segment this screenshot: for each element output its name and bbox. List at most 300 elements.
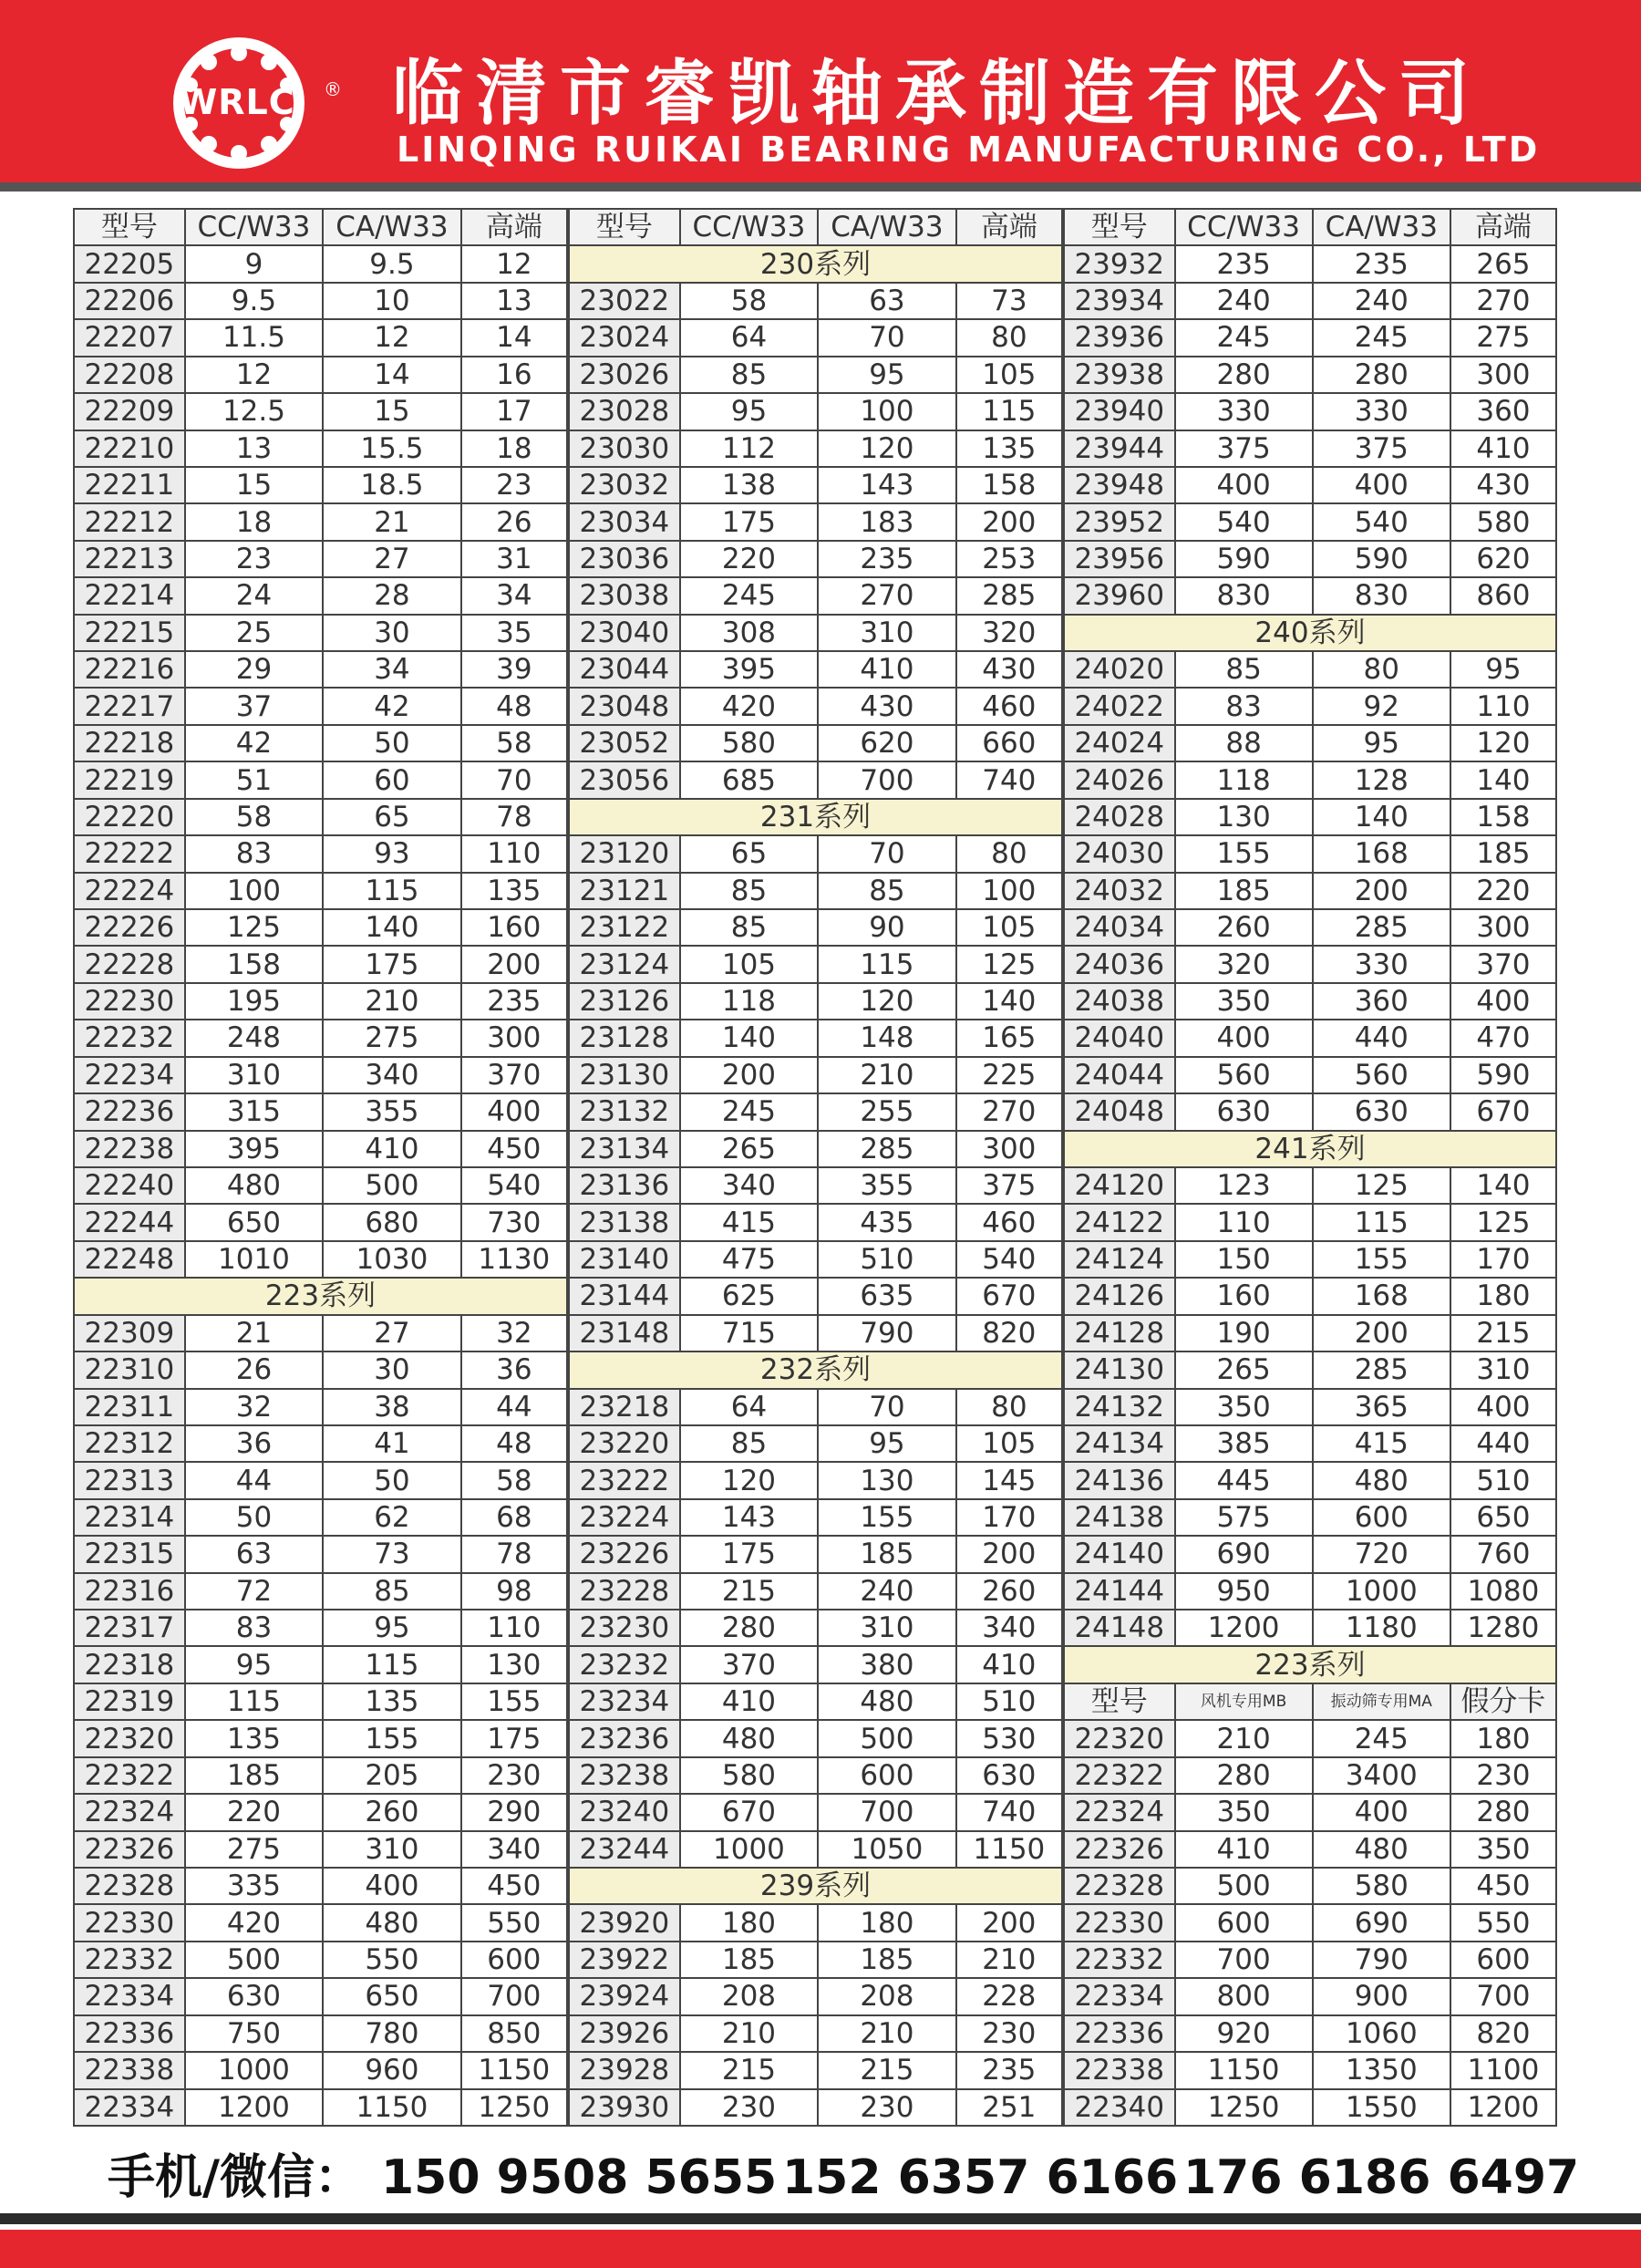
table-row [1064, 430, 1556, 467]
value-cell: 148 [818, 1020, 955, 1056]
value-cell: 230 [680, 2089, 818, 2126]
model-cell: 24048 [1064, 1093, 1175, 1130]
table-row [569, 835, 1062, 872]
value-cell: 235 [956, 2052, 1062, 2088]
value-cell: 630 [1313, 1093, 1450, 1130]
value-cell: 960 [323, 2052, 460, 2088]
value-cell: 440 [1450, 1425, 1556, 1462]
value-cell: 120 [1450, 725, 1556, 761]
value-cell: 115 [323, 1646, 460, 1683]
header-divider [0, 182, 1641, 192]
value-cell: 375 [956, 1167, 1062, 1204]
table-row [1064, 983, 1556, 1020]
value-cell: 240 [1313, 283, 1450, 319]
value-cell: 275 [185, 1831, 323, 1868]
value-cell: 650 [323, 1978, 460, 2014]
value-cell: 280 [680, 1610, 818, 1646]
value-cell: 260 [956, 1573, 1062, 1610]
value-cell: 830 [1313, 577, 1450, 614]
value-cell: 410 [956, 1646, 1062, 1683]
value-cell: 1150 [1175, 2052, 1313, 2088]
value-cell: 300 [1450, 909, 1556, 946]
table-row [569, 1610, 1062, 1646]
value-cell: 9.5 [323, 245, 460, 282]
value-cell: 1150 [461, 2052, 567, 2088]
value-cell: 410 [680, 1683, 818, 1720]
value-cell: 760 [1450, 1536, 1556, 1572]
column-header: 高端 [1450, 209, 1556, 245]
value-cell: 230 [1450, 1757, 1556, 1794]
value-cell: 420 [185, 1904, 323, 1941]
value-cell: 95 [818, 1425, 955, 1462]
table-row [74, 283, 567, 319]
value-cell: 320 [1175, 946, 1313, 982]
table-row [569, 1904, 1062, 1941]
table-row [569, 1057, 1062, 1093]
phone-number: 176 6186 6497 [1183, 2150, 1580, 2205]
value-cell: 435 [818, 1204, 955, 1240]
value-cell: 330 [1175, 393, 1313, 430]
model-cell: 22317 [74, 1610, 185, 1646]
value-cell: 245 [1313, 319, 1450, 356]
model-cell: 23960 [1064, 577, 1175, 614]
value-cell: 350 [1175, 1794, 1313, 1830]
value-cell: 85 [323, 1573, 460, 1610]
footer-banner [0, 2230, 1641, 2268]
value-cell: 135 [185, 1720, 323, 1756]
value-cell: 215 [818, 2052, 955, 2088]
value-cell: 335 [185, 1868, 323, 1904]
table-row [74, 503, 567, 540]
model-cell: 22230 [74, 983, 185, 1020]
model-cell: 23940 [1064, 393, 1175, 430]
value-cell: 105 [956, 1425, 1062, 1462]
table-row [569, 1389, 1062, 1425]
table-row [74, 430, 567, 467]
value-cell: 400 [461, 1093, 567, 1130]
value-cell: 340 [461, 1831, 567, 1868]
model-cell: 22328 [1064, 1868, 1175, 1904]
value-cell: 15 [185, 467, 323, 503]
value-cell: 1150 [323, 2089, 460, 2126]
value-cell: 60 [323, 761, 460, 798]
value-cell: 1060 [1313, 2015, 1450, 2052]
value-cell: 200 [461, 946, 567, 982]
model-cell: 23124 [569, 946, 680, 982]
value-cell: 280 [1450, 1794, 1556, 1830]
model-cell: 22240 [74, 1167, 185, 1204]
value-cell: 900 [1313, 1978, 1450, 2014]
value-cell: 32 [185, 1389, 323, 1425]
column-header: CA/W33 [818, 209, 955, 245]
footer-divider [0, 2213, 1641, 2224]
value-cell: 93 [323, 835, 460, 872]
value-cell: 140 [1450, 761, 1556, 798]
value-cell: 360 [1313, 983, 1450, 1020]
value-cell: 72 [185, 1573, 323, 1610]
value-cell: 130 [461, 1646, 567, 1683]
table-subheader-row [1064, 1683, 1556, 1720]
model-cell: 23130 [569, 1057, 680, 1093]
table-row [1064, 1978, 1556, 2014]
value-cell: 58 [185, 799, 323, 835]
table-row [1064, 1720, 1556, 1756]
value-cell: 70 [461, 761, 567, 798]
value-cell: 580 [1450, 503, 1556, 540]
contact-line [108, 2139, 1580, 2207]
value-cell: 110 [461, 835, 567, 872]
model-cell: 22224 [74, 873, 185, 909]
table-row [1064, 1573, 1556, 1610]
value-cell: 750 [185, 2015, 323, 2052]
model-cell: 22320 [1064, 1720, 1175, 1756]
table-row [74, 1315, 567, 1351]
table-row [569, 1020, 1062, 1056]
value-cell: 245 [1313, 1720, 1450, 1756]
value-cell: 460 [956, 1204, 1062, 1240]
model-cell: 23034 [569, 503, 680, 540]
value-cell: 160 [461, 909, 567, 946]
value-cell: 80 [956, 319, 1062, 356]
series-label: 231系列 [569, 799, 1062, 835]
value-cell: 255 [818, 1093, 955, 1130]
value-cell: 180 [1450, 1720, 1556, 1756]
value-cell: 12 [461, 245, 567, 282]
value-cell: 500 [818, 1720, 955, 1756]
table-row [1064, 761, 1556, 798]
value-cell: 143 [818, 467, 955, 503]
model-cell: 22319 [74, 1683, 185, 1720]
table-22x-series [73, 208, 568, 2127]
table-row [74, 1757, 567, 1794]
table-row [1064, 503, 1556, 540]
value-cell: 85 [818, 873, 955, 909]
value-cell: 85 [680, 1425, 818, 1462]
table-row [74, 467, 567, 503]
table-row [569, 430, 1062, 467]
value-cell: 315 [185, 1093, 323, 1130]
value-cell: 41 [323, 1425, 460, 1462]
value-cell: 360 [1450, 393, 1556, 430]
value-cell: 540 [1175, 503, 1313, 540]
table-row [1064, 1757, 1556, 1794]
value-cell: 85 [680, 873, 818, 909]
series-header-row [74, 1278, 567, 1314]
table-row [1064, 1093, 1556, 1130]
model-cell: 24026 [1064, 761, 1175, 798]
model-cell: 24148 [1064, 1610, 1175, 1646]
model-cell: 24144 [1064, 1573, 1175, 1610]
value-cell: 475 [680, 1241, 818, 1278]
table-row [569, 357, 1062, 393]
table-row [74, 1057, 567, 1093]
table-row [74, 1610, 567, 1646]
column-header: 型号 [1064, 1683, 1175, 1720]
value-cell: 1130 [461, 1241, 567, 1278]
model-cell: 23120 [569, 835, 680, 872]
value-cell: 210 [680, 2015, 818, 2052]
value-cell: 210 [818, 2015, 955, 2052]
value-cell: 1100 [1450, 2052, 1556, 2088]
phone-number: 150 9508 5655 [381, 2150, 778, 2205]
model-cell: 22219 [74, 761, 185, 798]
model-cell: 23930 [569, 2089, 680, 2126]
table-row [569, 615, 1062, 651]
table-row [1064, 1868, 1556, 1904]
value-cell: 123 [1175, 1167, 1313, 1204]
value-cell: 165 [956, 1020, 1062, 1056]
value-cell: 510 [956, 1683, 1062, 1720]
value-cell: 205 [323, 1757, 460, 1794]
table-row [1064, 1315, 1556, 1351]
table-row [569, 1499, 1062, 1536]
table-row [74, 1646, 567, 1683]
table-row [1064, 357, 1556, 393]
table-row [74, 1241, 567, 1278]
model-cell: 23232 [569, 1646, 680, 1683]
table-row [569, 2015, 1062, 2052]
value-cell: 36 [185, 1425, 323, 1462]
value-cell: 220 [680, 541, 818, 577]
model-cell: 22248 [74, 1241, 185, 1278]
value-cell: 27 [323, 541, 460, 577]
value-cell: 158 [956, 467, 1062, 503]
model-cell: 22218 [74, 725, 185, 761]
value-cell: 28 [323, 577, 460, 614]
value-cell: 275 [1450, 319, 1556, 356]
model-cell: 22217 [74, 688, 185, 724]
value-cell: 23 [185, 541, 323, 577]
model-cell: 23136 [569, 1167, 680, 1204]
value-cell: 450 [1450, 1868, 1556, 1904]
table-row [74, 946, 567, 982]
value-cell: 580 [1313, 1868, 1450, 1904]
value-cell: 350 [1175, 983, 1313, 1020]
value-cell: 220 [185, 1794, 323, 1830]
value-cell: 63 [818, 283, 955, 319]
value-cell: 120 [818, 430, 955, 467]
model-cell: 23056 [569, 761, 680, 798]
value-cell: 600 [461, 1942, 567, 1978]
table-row [74, 1020, 567, 1056]
column-header: 型号 [569, 209, 680, 245]
value-cell: 630 [185, 1978, 323, 2014]
table-row [569, 283, 1062, 319]
column-header: 型号 [74, 209, 185, 245]
model-cell: 24138 [1064, 1499, 1175, 1536]
value-cell: 170 [956, 1499, 1062, 1536]
value-cell: 308 [680, 615, 818, 651]
model-cell: 22338 [1064, 2052, 1175, 2088]
value-cell: 175 [461, 1720, 567, 1756]
value-cell: 400 [1175, 467, 1313, 503]
value-cell: 155 [818, 1499, 955, 1536]
table-row [74, 909, 567, 946]
value-cell: 590 [1450, 1057, 1556, 1093]
table-row [569, 983, 1062, 1020]
series-header-row [1064, 1131, 1556, 1167]
table-row [569, 577, 1062, 614]
value-cell: 110 [461, 1610, 567, 1646]
value-cell: 95 [680, 393, 818, 430]
table-row [74, 319, 567, 356]
value-cell: 100 [956, 873, 1062, 909]
model-cell: 22210 [74, 430, 185, 467]
model-cell: 22238 [74, 1131, 185, 1167]
logo-wordmark: WRLC [179, 82, 295, 122]
value-cell: 30 [323, 615, 460, 651]
value-cell: 230 [956, 2015, 1062, 2052]
value-cell: 185 [185, 1757, 323, 1794]
model-cell: 23022 [569, 283, 680, 319]
value-cell: 385 [1175, 1425, 1313, 1462]
table-row [1064, 467, 1556, 503]
value-cell: 190 [1175, 1315, 1313, 1351]
model-cell: 24132 [1064, 1389, 1175, 1425]
model-cell: 23028 [569, 393, 680, 430]
model-cell: 23228 [569, 1573, 680, 1610]
value-cell: 340 [323, 1057, 460, 1093]
table-row [1064, 909, 1556, 946]
model-cell: 22318 [74, 1646, 185, 1683]
model-cell: 22316 [74, 1573, 185, 1610]
value-cell: 58 [461, 725, 567, 761]
value-cell: 215 [1450, 1315, 1556, 1351]
value-cell: 180 [680, 1904, 818, 1941]
value-cell: 70 [818, 835, 955, 872]
table-row [569, 1942, 1062, 1978]
table-row [74, 873, 567, 909]
value-cell: 150 [1175, 1241, 1313, 1278]
model-cell: 23121 [569, 873, 680, 909]
value-cell: 160 [1175, 1278, 1313, 1314]
model-cell: 22226 [74, 909, 185, 946]
value-cell: 1080 [1450, 1573, 1556, 1610]
value-cell: 29 [185, 651, 323, 688]
value-cell: 208 [680, 1978, 818, 2014]
model-cell: 22330 [74, 1904, 185, 1941]
value-cell: 260 [323, 1794, 460, 1830]
table-row [74, 1204, 567, 1240]
value-cell: 183 [818, 503, 955, 540]
table-row [1064, 1389, 1556, 1425]
value-cell: 500 [1175, 1868, 1313, 1904]
value-cell: 340 [680, 1167, 818, 1204]
table-row [569, 651, 1062, 688]
value-cell: 3400 [1313, 1757, 1450, 1794]
model-cell: 23220 [569, 1425, 680, 1462]
table-row [1064, 1425, 1556, 1462]
value-cell: 1250 [1175, 2089, 1313, 2126]
value-cell: 860 [1450, 577, 1556, 614]
value-cell: 375 [1175, 430, 1313, 467]
table-row [569, 1536, 1062, 1572]
value-cell: 470 [1450, 1020, 1556, 1056]
value-cell: 400 [1175, 1020, 1313, 1056]
value-cell: 680 [323, 1204, 460, 1240]
table-row [1064, 1057, 1556, 1093]
column-header: 高端 [461, 209, 567, 245]
value-cell: 18 [461, 430, 567, 467]
value-cell: 540 [956, 1241, 1062, 1278]
model-cell: 23948 [1064, 467, 1175, 503]
series-label: 223系列 [74, 1278, 567, 1314]
value-cell: 85 [680, 909, 818, 946]
table-row [569, 1315, 1062, 1351]
table-row [74, 393, 567, 430]
value-cell: 370 [1450, 946, 1556, 982]
value-cell: 14 [461, 319, 567, 356]
value-cell: 690 [1313, 1904, 1450, 1941]
value-cell: 95 [818, 357, 955, 393]
value-cell: 1550 [1313, 2089, 1450, 2126]
value-cell: 14 [323, 357, 460, 393]
table-row [74, 1720, 567, 1756]
model-cell: 23230 [569, 1610, 680, 1646]
value-cell: 310 [323, 1831, 460, 1868]
value-cell: 395 [185, 1131, 323, 1167]
table-row [1064, 835, 1556, 872]
table-row [569, 1425, 1062, 1462]
price-tables [73, 208, 1557, 2127]
value-cell: 620 [818, 725, 955, 761]
value-cell: 105 [956, 357, 1062, 393]
value-cell: 350 [1450, 1831, 1556, 1868]
value-cell: 670 [956, 1278, 1062, 1314]
value-cell: 510 [818, 1241, 955, 1278]
model-cell: 23024 [569, 319, 680, 356]
model-cell: 24126 [1064, 1278, 1175, 1314]
value-cell: 95 [185, 1646, 323, 1683]
value-cell: 480 [1313, 1831, 1450, 1868]
table-row [569, 1093, 1062, 1130]
value-cell: 155 [461, 1683, 567, 1720]
value-cell: 70 [818, 1389, 955, 1425]
value-cell: 118 [1175, 761, 1313, 798]
table-row [569, 1683, 1062, 1720]
value-cell: 50 [323, 725, 460, 761]
value-cell: 625 [680, 1278, 818, 1314]
series-header-row [1064, 615, 1556, 651]
series-label: 230系列 [569, 245, 1062, 282]
table-row [1064, 1278, 1556, 1314]
model-cell: 22322 [74, 1757, 185, 1794]
value-cell: 370 [680, 1646, 818, 1683]
column-header: 高端 [956, 209, 1062, 245]
model-cell: 23952 [1064, 503, 1175, 540]
value-cell: 128 [1313, 761, 1450, 798]
value-cell: 140 [323, 909, 460, 946]
table-row [1064, 1241, 1556, 1278]
model-cell: 22326 [1064, 1831, 1175, 1868]
model-cell: 22315 [74, 1536, 185, 1572]
model-cell: 23926 [569, 2015, 680, 2052]
value-cell: 85 [680, 357, 818, 393]
model-cell: 22209 [74, 393, 185, 430]
value-cell: 310 [185, 1057, 323, 1093]
value-cell: 265 [1175, 1351, 1313, 1388]
table-header-row [74, 209, 567, 245]
table-row [569, 1573, 1062, 1610]
model-cell: 24136 [1064, 1462, 1175, 1498]
model-cell: 22330 [1064, 1904, 1175, 1941]
value-cell: 118 [680, 983, 818, 1020]
value-cell: 80 [1313, 651, 1450, 688]
series-header-row [569, 1351, 1062, 1388]
model-cell: 23032 [569, 467, 680, 503]
model-cell: 23044 [569, 651, 680, 688]
value-cell: 90 [818, 909, 955, 946]
